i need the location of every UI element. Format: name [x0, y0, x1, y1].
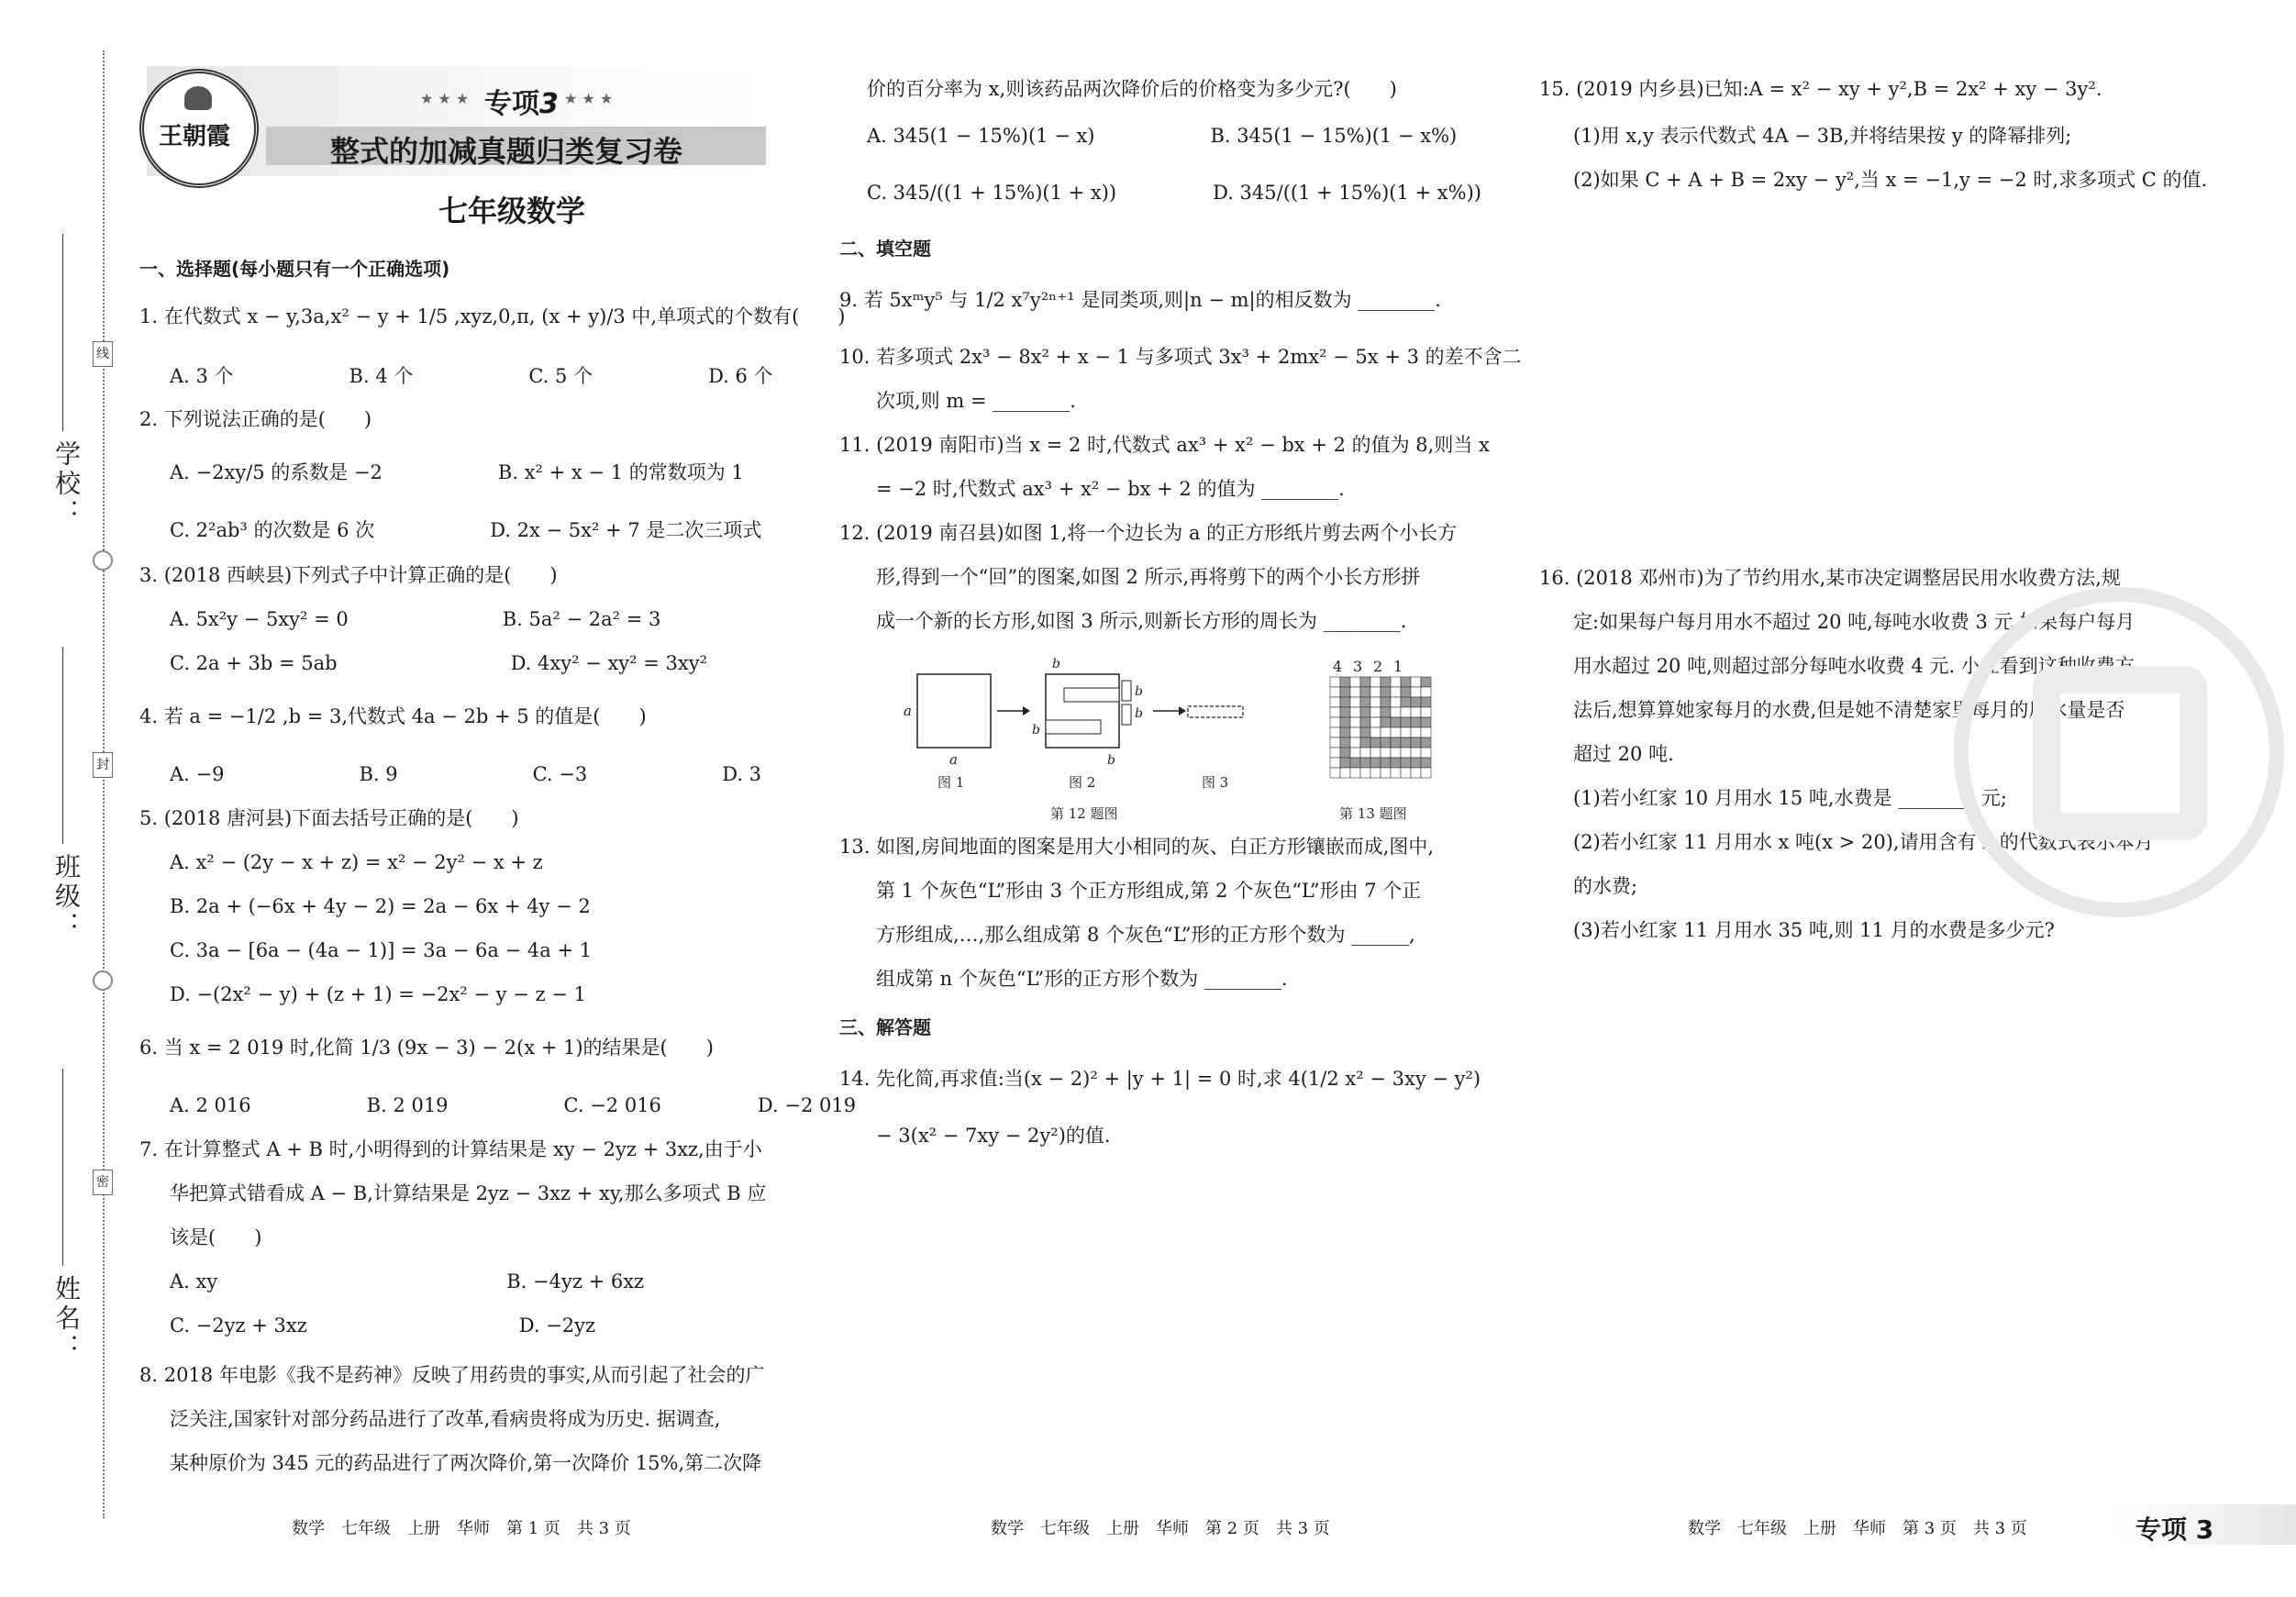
grid-tile	[1391, 717, 1401, 727]
grid-tile	[1401, 758, 1411, 768]
q15-part1: (1)用 x,y 表示代数式 4A − 3B,并将结果按 y 的降幂排列;	[1573, 125, 2072, 147]
logo-text: 王朝霞	[158, 123, 230, 150]
grid-tile	[1411, 707, 1421, 717]
grid-tile	[1350, 748, 1360, 758]
q8-stem-line1: 8. 2018 年电影《我不是药神》反映了用药贵的事实,从而引起了社会的广	[139, 1364, 765, 1386]
grid-tile	[1360, 697, 1370, 707]
fig2-cut-bottom	[1046, 720, 1101, 734]
grid-tile	[1340, 677, 1350, 687]
series-number: 3	[539, 88, 559, 120]
grid-tile	[1391, 768, 1401, 778]
q13-stem-line1: 13. 如图,房间地面的图案是用大小相同的灰、白正方形镶嵌而成,图中,	[839, 836, 1435, 858]
grid-tile	[1370, 717, 1381, 727]
q1-options: A. 3 个 B. 4 个 C. 5 个 D. 6 个	[170, 365, 773, 387]
grid-tile	[1421, 738, 1431, 748]
q15-stem: 15. (2019 内乡县)已知:A = x² − xy + y²,B = 2x² + xy − 3y².	[1539, 78, 2102, 100]
grid-tile	[1411, 748, 1421, 758]
q8-options-cd: C. 345/((1 + 15%)(1 + x)) D. 345/((1 + 15%)(1 + x%))	[867, 182, 1481, 204]
q2-options-ab: A. −2xy/5 的系数是 −2 B. x² + x − 1 的常数项为 1	[170, 461, 744, 483]
q16-stem-line1: 16. (2018 邓州市)为了节约用水,某市决定调整居民用水收费方法,规	[1539, 567, 2121, 589]
grid-tile	[1381, 738, 1391, 748]
grid-tile	[1360, 687, 1370, 697]
arrow-head-icon	[1023, 706, 1030, 715]
watermark-seal	[1954, 587, 2284, 917]
grid-tile	[1350, 758, 1360, 768]
q7-stem-line2: 华把算式错看成 A − B,计算结果是 2yz − 3xz + xy,那么多项式 B 应	[170, 1182, 767, 1204]
grid-tile	[1381, 697, 1391, 707]
q3-stem: 3. (2018 西峡县)下列式子中计算正确的是( )	[139, 564, 558, 586]
q9-stem: 9. 若 5xᵐy⁵ 与 1/2 x⁷y²ⁿ⁺¹ 是同类项,则|n − m|的相反数为 ________.	[839, 289, 1441, 311]
q16-part1: (1)若小红家 10 月用水 15 吨,水费是 ________ 元;	[1573, 787, 2007, 809]
q5-option-b: B. 2a + (−6x + 4y − 2) = 2a − 6x + 4y − 2	[170, 895, 591, 917]
grid-tile	[1421, 697, 1431, 707]
q4-stem: 4. 若 a = −1/2 ,b = 3,代数式 4a − 2b + 5 的值是( )	[139, 705, 647, 727]
grid-tile	[1330, 768, 1340, 778]
grid-tile	[1381, 687, 1391, 697]
grid-tile	[1411, 697, 1421, 707]
grid-tile	[1350, 768, 1360, 778]
q14-stem-line1: 14. 先化简,再求值:当(x − 2)² + |y + 1| = 0 时,求 4(1/2 x² − 3xy − y²)	[839, 1068, 1481, 1090]
fig1-bottom-label: a	[949, 751, 958, 768]
q12-stem-line1: 12. (2019 南召县)如图 1,将一个边长为 a 的正方形纸片剪去两个小长方	[839, 522, 1458, 544]
grid-tile	[1330, 697, 1340, 707]
fig13-caption: 第 13 题图	[1339, 805, 1407, 822]
grid-tile	[1401, 748, 1411, 758]
q2-options-cd: C. 2²ab³ 的次数是 6 次 D. 2x − 5x² + 7 是二次三项式	[170, 519, 762, 541]
grid-tile	[1411, 717, 1421, 727]
grid-tile	[1421, 727, 1431, 738]
q6-stem: 6. 当 x = 2 019 时,化简 1/3 (9x − 3) − 2(x + 1)的结果是( )	[139, 1037, 714, 1059]
q8-stem-line4: 价的百分率为 x,则该药品两次降价后的价格变为多少元?( )	[867, 78, 1397, 100]
stars-left: ★ ★ ★	[420, 90, 470, 107]
grid-tile	[1330, 687, 1340, 697]
q1-stem: 1. 在代数式 x − y,3a,x² − y + 1/5 ,xyz,0,π, (x + y)/3 中,单项式的个数有( )	[139, 305, 846, 327]
fig2-label-b-bottom: b	[1107, 753, 1115, 768]
q3-options-ab: A. 5x²y − 5xy² = 0 B. 5a² − 2a² = 3	[170, 608, 661, 630]
q10-stem-line2: 次项,则 m = ________.	[876, 390, 1076, 412]
grid-tile	[1381, 748, 1391, 758]
fig2-cut-top	[1064, 688, 1119, 702]
q10-stem-line1: 10. 若多项式 2x³ − 8x² + x − 1 与多项式 3x³ + 2mx² − 5x + 3 的差不含二	[839, 346, 1522, 368]
q7-options-ab: A. xy B. −4yz + 6xz	[170, 1270, 645, 1292]
grid-tile	[1411, 677, 1421, 687]
grid-tile	[1391, 677, 1401, 687]
q7-stem-line1: 7. 在计算整式 A + B 时,小明得到的计算结果是 xy − 2yz + 3xz,由于小	[139, 1138, 762, 1160]
grid-tile	[1370, 738, 1381, 748]
name-blank	[62, 1069, 63, 1266]
grid-tile	[1360, 717, 1370, 727]
q4-options: A. −9 B. 9 C. −3 D. 3	[170, 763, 762, 785]
grid-tile	[1360, 748, 1370, 758]
footer-tag: 专项 3	[2135, 1514, 2214, 1545]
q13-stem-line2: 第 1 个灰色“L”形由 3 个正方形组成,第 2 个灰色“L”形由 7 个正	[876, 880, 1422, 902]
section-fill-heading: 二、填空题	[839, 238, 931, 260]
q5-option-d: D. −(2x² − y) + (z + 1) = −2x² − y − z − 1	[170, 983, 586, 1005]
page-title: 整式的加减真题归类复习卷	[330, 134, 683, 169]
q14-stem-line2: − 3(x² − 7xy − 2y²)的值.	[876, 1125, 1111, 1147]
q11-stem-line2: = −2 时,代数式 ax³ + x² − bx + 2 的值为 ________.	[876, 478, 1345, 500]
grid-tile	[1411, 768, 1421, 778]
fig1-side-label: a	[904, 703, 912, 719]
binding-ring-icon	[93, 970, 113, 991]
q13-stem-line3: 方形组成,…,那么组成第 8 个灰色“L”形的正方形个数为 ______,	[876, 924, 1415, 946]
grid-tile	[1381, 677, 1391, 687]
q3-options-cd: C. 2a + 3b = 5ab D. 4xy² − xy² = 3xy²	[170, 652, 707, 674]
q8-stem-line3: 某种原价为 345 元的药品进行了两次降价,第一次降价 15%,第二次降	[170, 1452, 762, 1474]
grid-tile	[1330, 727, 1340, 738]
grid-tile	[1411, 758, 1421, 768]
footer-page-1: 数学 七年级 上册 华师 第 1 页 共 3 页	[292, 1519, 631, 1538]
grid-tile	[1330, 707, 1340, 717]
fig2-piece-top	[1122, 681, 1131, 701]
grid-tile	[1340, 727, 1350, 738]
school-blank	[62, 234, 63, 431]
grid-tile	[1340, 738, 1350, 748]
grid-tile	[1381, 717, 1391, 727]
grid-tile	[1391, 758, 1401, 768]
grid-tile	[1360, 707, 1370, 717]
grid-tile	[1401, 738, 1411, 748]
grid-tile	[1391, 707, 1401, 717]
series-word: 专项	[484, 88, 539, 120]
grid-tile	[1401, 677, 1411, 687]
grid-tile	[1421, 677, 1431, 687]
grid-tile	[1370, 748, 1381, 758]
grid-tile	[1330, 758, 1340, 768]
grid-tile	[1421, 758, 1431, 768]
binding-ring-icon	[93, 550, 113, 571]
grid-tile	[1340, 687, 1350, 697]
binding-dotted-line	[103, 50, 105, 1518]
binding-mark-secret: 密	[93, 1170, 113, 1195]
grid-tile	[1411, 738, 1421, 748]
name-label: 姓名：	[51, 1275, 82, 1363]
q5-option-a: A. x² − (2y − x + z) = x² − 2y² − x + z	[170, 851, 543, 873]
grid-tile	[1401, 717, 1411, 727]
fig3-rectangle	[1188, 706, 1243, 717]
grid-tile	[1350, 727, 1360, 738]
grid-tile	[1391, 687, 1401, 697]
fig2-label-b-right2: b	[1135, 706, 1143, 721]
grid-tile	[1401, 727, 1411, 738]
grid-number: 4	[1333, 658, 1343, 675]
grid-tile	[1340, 768, 1350, 778]
grid-tile	[1401, 707, 1411, 717]
q15-part2: (2)如果 C + A + B = 2xy − y²,当 x = −1,y = −2 时,求多项式 C 的值.	[1573, 169, 2208, 191]
grid-tile	[1401, 768, 1411, 778]
grid-tile	[1340, 717, 1350, 727]
series-label	[484, 81, 559, 121]
grid-tile	[1370, 727, 1381, 738]
grid-tile	[1350, 717, 1360, 727]
grid-tile	[1340, 748, 1350, 758]
q5-option-c: C. 3a − [6a − (4a − 1)] = 3a − 6a − 4a + 1	[170, 939, 593, 961]
binding-mark-line: 线	[93, 341, 113, 367]
q13-stem-line4: 组成第 n 个灰色“L”形的正方形个数为 ________.	[876, 968, 1288, 990]
footer-page-2: 数学 七年级 上册 华师 第 2 页 共 3 页	[991, 1519, 1330, 1538]
grid-tile	[1370, 707, 1381, 717]
grid-tile	[1340, 697, 1350, 707]
grid-number: 1	[1393, 658, 1403, 675]
grid-tile	[1381, 727, 1391, 738]
grid-tile	[1370, 768, 1381, 778]
grid-tile	[1370, 677, 1381, 687]
grid-tile	[1391, 738, 1401, 748]
q6-options: A. 2 016 B. 2 019 C. −2 016 D. −2 019	[170, 1094, 857, 1116]
grid-tile	[1381, 707, 1391, 717]
class-label: 班级：	[51, 853, 82, 941]
grid-tile	[1360, 758, 1370, 768]
q7-options-cd: C. −2yz + 3xz D. −2yz	[170, 1314, 596, 1336]
grid-tile	[1360, 768, 1370, 778]
q16-stem-line3: 用水超过 20 吨,则超过部分每吨水收费 4 元. 小红看到这种收费方	[1573, 655, 2135, 677]
q16-part2-line2: 的水费;	[1573, 875, 1638, 897]
grid-tile	[1350, 687, 1360, 697]
grid-tile	[1350, 738, 1360, 748]
fig2-label-b-left: b	[1032, 723, 1040, 738]
grid-tile	[1370, 687, 1381, 697]
footer-page-3: 数学 七年级 上册 华师 第 3 页 共 3 页	[1688, 1519, 2027, 1538]
q16-part2-line1: (2)若小红家 11 月用水 x 吨(x > 20),请用含有 x 的代数式表示本月	[1573, 831, 2154, 853]
q16-part3: (3)若小红家 11 月用水 35 吨,则 11 月的水费是多少元?	[1573, 919, 2055, 941]
grid-tile	[1391, 727, 1401, 738]
grid-tile	[1421, 717, 1431, 727]
q8-stem-line2: 泛关注,国家针对部分药品进行了改革,看病贵将成为历史. 据调查,	[170, 1408, 721, 1430]
grid-tile	[1391, 748, 1401, 758]
logo-crown-icon	[184, 86, 212, 110]
grid-tile	[1330, 738, 1340, 748]
grid-tile	[1370, 697, 1381, 707]
page-subtitle: 七年级数学	[438, 194, 586, 228]
logo-seal	[139, 69, 259, 188]
grid-number: 2	[1373, 658, 1383, 675]
grid-tile	[1401, 697, 1411, 707]
fig2-piece-bottom	[1122, 704, 1131, 725]
grid-tile	[1411, 687, 1421, 697]
grid-tile	[1360, 727, 1370, 738]
school-label: 学校：	[51, 440, 82, 528]
grid-number: 3	[1353, 658, 1363, 675]
class-blank	[62, 647, 63, 844]
q5-stem: 5. (2018 唐河县)下面去括号正确的是( )	[139, 807, 519, 829]
grid-tile	[1350, 677, 1360, 687]
grid-tile	[1421, 748, 1431, 758]
fig2-label-b-right1: b	[1135, 684, 1143, 699]
grid-tile	[1381, 768, 1391, 778]
grid-tile	[1360, 738, 1370, 748]
q12-stem-line2: 形,得到一个“回”的图案,如图 2 所示,再将剪下的两个小长方形拼	[876, 566, 1421, 588]
binding-mark-seal: 封	[93, 752, 113, 778]
q12-q13-figures	[894, 651, 1518, 826]
grid-tile	[1401, 687, 1411, 697]
grid-tile	[1330, 748, 1340, 758]
q12-stem-line3: 成一个新的长方形,如图 3 所示,则新长方形的周长为 ________.	[876, 610, 1407, 632]
fig3-caption: 图 3	[1202, 774, 1229, 791]
fig2-caption: 图 2	[1069, 774, 1096, 791]
fig2-outer	[1046, 674, 1119, 748]
grid-tile	[1381, 758, 1391, 768]
section-answer-heading: 三、解答题	[839, 1016, 931, 1038]
watermark-inner-icon	[2033, 666, 2207, 840]
q16-stem-line5: 超过 20 吨.	[1573, 743, 1674, 765]
grid-tile	[1340, 758, 1350, 768]
grid-tile	[1411, 727, 1421, 738]
grid-tile	[1350, 697, 1360, 707]
q13-tile-grid	[1330, 677, 1431, 778]
grid-tile	[1360, 677, 1370, 687]
stars-right: ★ ★ ★	[564, 90, 614, 107]
q7-stem-line3: 该是( )	[170, 1226, 262, 1248]
q2-stem: 2. 下列说法正确的是( )	[139, 408, 372, 430]
grid-tile	[1391, 697, 1401, 707]
fig2-label-b-top: b	[1052, 657, 1060, 671]
grid-tile	[1350, 707, 1360, 717]
fig1-caption: 图 1	[937, 774, 965, 791]
q8-options-ab: A. 345(1 − 15%)(1 − x) B. 345(1 − 15%)(1 − x%)	[867, 125, 1458, 147]
fig12-caption: 第 12 题图	[1050, 805, 1118, 822]
q16-stem-line2: 定:如果每户每月用水不超过 20 吨,每吨水收费 3 元,如果每户每月	[1573, 611, 2135, 633]
grid-tile	[1340, 707, 1350, 717]
grid-tile	[1421, 687, 1431, 697]
grid-tile	[1370, 758, 1381, 768]
grid-tile	[1421, 707, 1431, 717]
section-choice-heading: 一、选择题(每小题只有一个正确选项)	[139, 258, 450, 280]
grid-tile	[1330, 717, 1340, 727]
fig1-square	[917, 674, 991, 748]
arrow-head-icon	[1179, 706, 1186, 715]
grid-tile	[1421, 768, 1431, 778]
grid-tile	[1330, 677, 1340, 687]
q11-stem-line1: 11. (2019 南阳市)当 x = 2 时,代数式 ax³ + x² − bx + 2 的值为 8,则当 x	[839, 434, 1490, 456]
q16-stem-line4: 法后,想算算她家每月的水费,但是她不清楚家里每月的用水量是否	[1573, 699, 2125, 721]
